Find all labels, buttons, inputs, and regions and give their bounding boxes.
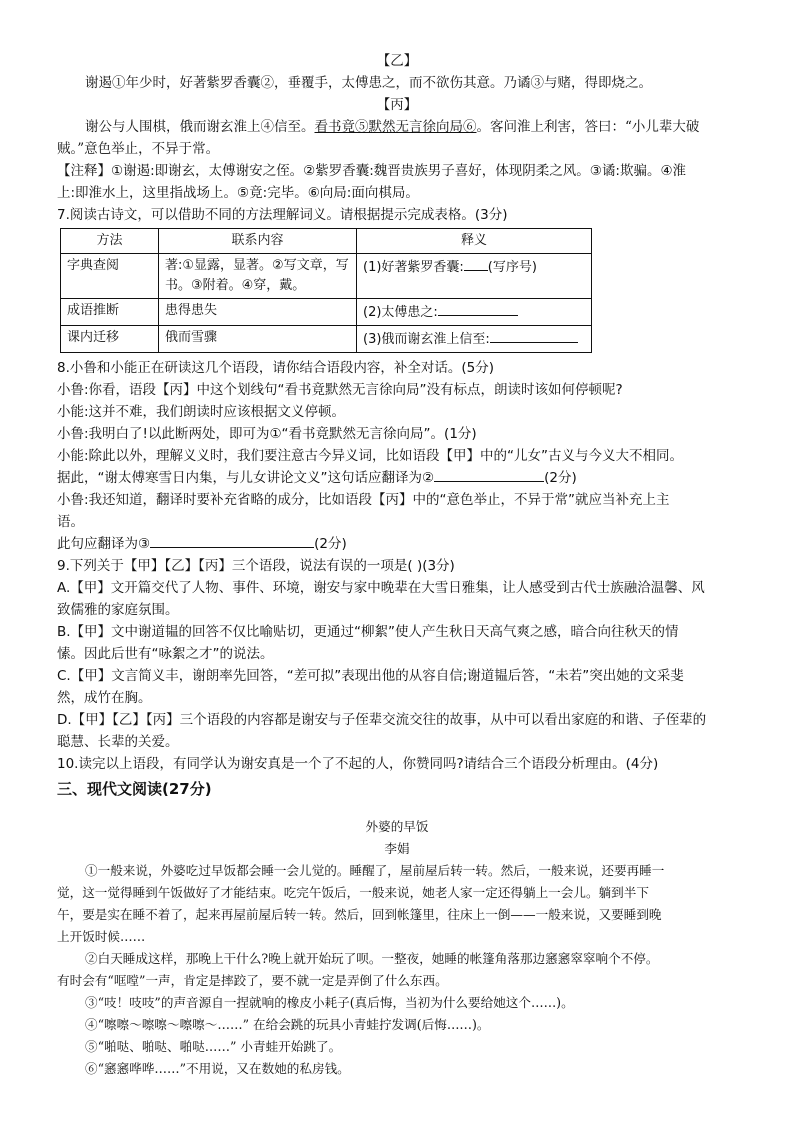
essay-p1-line4: 上开饭时候…… <box>57 929 146 944</box>
answer-blank[interactable] <box>490 328 578 343</box>
q8-dialog-8-text: 此句应翻译为③ <box>57 536 151 552</box>
q8-dialog-2: 小能:这并不难，我们朗读时应该根据文义停顿。 <box>57 404 346 420</box>
essay-p2-line2: 有时会有“哐嘡”一声，肯定是摔跤了，要不就一定是弄倒了什么东西。 <box>57 973 448 988</box>
answer-blank[interactable] <box>438 301 518 316</box>
q9-option-d: D.【甲】【乙】【丙】三个语段的内容都是谢安与子侄辈交流交往的故事，从中可以看出家庭的和谐、子侄辈的 <box>57 712 707 728</box>
header-meaning: 释义 <box>357 229 592 254</box>
yi-text: 谢遏①年少时，好著紫罗香囊②，垂覆手，太傅患之，而不欲伤其意。乃谲③与赌，得即烧之。 <box>85 75 652 91</box>
table-row <box>61 326 592 353</box>
notes-line2: 上:即淮水上，这里指战场上。⑤竟:完毕。⑥向局:面向棋局。 <box>57 185 419 201</box>
q9-option-b-cont: 愫。因此后世有“咏絮之才”的说法。 <box>57 646 274 662</box>
q9-option-c: C.【甲】文言简义丰，谢朗率先回答，“差可拟”表现出他的从容自信;谢道韫后答，“未若”突出她的文采斐 <box>57 668 684 684</box>
q8-dialog-7: 语。 <box>57 514 84 530</box>
yi-heading: 【乙】 <box>376 53 418 69</box>
bing-text-b: 。客问淮上利害，答曰：“小儿辈大破 <box>476 119 700 135</box>
q8-dialog-4: 小能:除此以外，理解义义时，我们要注意古今异义词，比如语段【甲】中的“儿女”古义与今义大不相同。 <box>57 448 684 464</box>
bing-text-a: 谢公与人围棋，俄而谢玄淮上④信至。 <box>85 119 315 135</box>
q8-dialog-5 <box>57 467 737 489</box>
meaning-label: (3)俄而谢玄淮上信至: <box>363 332 490 347</box>
q8-dialog-8-score: (2分) <box>314 536 347 552</box>
cell-meaning <box>357 254 592 299</box>
essay-p5: ⑤“啪哒、啪哒、啪哒……” 小青蛙开始跳了。 <box>85 1039 342 1054</box>
essay-author: 李娟 <box>384 841 410 856</box>
essay <box>57 816 737 1080</box>
q7-prompt: 7.阅读古诗文，可以借助不同的方法理解词义。请根据提示完成表格。(3分) <box>57 207 508 223</box>
cell-content: 俄而雪骤 <box>159 326 357 353</box>
cell-meaning <box>357 299 592 326</box>
cell-method: 字典查阅 <box>61 254 159 299</box>
q10-prompt: 10.读完以上语段，有同学认为谢安真是一个了不起的人，你赞同吗?请结合三个语段分析理由。(4分) <box>57 756 659 772</box>
bing-heading: 【丙】 <box>376 97 418 113</box>
essay-p6: ⑥“窸窸哗哗……”不用说，又在数她的私房钱。 <box>85 1061 350 1076</box>
essay-p2-line1: ②白天睡成这样，那晚上干什么?晚上就开始玩了呗。一整夜，她睡的帐篷角落那边窸窸窣窣响个不停。 <box>85 951 659 966</box>
q7-table <box>60 228 592 353</box>
answer-blank[interactable] <box>434 467 544 482</box>
essay-p1-line3: 午，要是实在睡不着了，起来再屋前屋后转一转。然后，回到帐篷里，往床上一倒——一般来说，又要睡到晚 <box>57 907 662 922</box>
header-content: 联系内容 <box>159 229 357 254</box>
essay-p3: ③“吱！吱吱”的声音源自一捏就响的橡皮小耗子(真后悔，当初为什么要给她这个……)。 <box>85 995 574 1010</box>
q8-dialog-3: 小鲁:我明白了!以此断两处，即可为①“看书竟默然无言徐向局”。(1分) <box>57 426 477 442</box>
q9-option-b: B.【甲】文中谢道韫的回答不仅比喻贴切，更通过“柳絮”使人产生秋日天高气爽之感，暗合向往秋天的情 <box>57 624 679 640</box>
essay-p1-line1: ①一般来说，外婆吃过早饭都会睡一会儿觉的。睡醒了，屋前屋后转一转。然后，一般来说，还要再睡一 <box>85 863 665 878</box>
bing-text-line2: 贼。”意色举止，不异于常。 <box>57 141 220 157</box>
cell-meaning <box>357 326 592 353</box>
answer-blank[interactable] <box>464 256 488 271</box>
q8-prompt: 8.小鲁和小能正在研读这几个语段，请你结合语段内容，补全对话。(5分) <box>57 360 495 376</box>
table-header-row <box>61 229 592 254</box>
q8-dialog-1: 小鲁:你看，语段【丙】中这个划线句“看书竟默然无言徐向局”没有标点，朗读时该如何停顿呢? <box>57 382 623 398</box>
cell-content: 患得患失 <box>159 299 357 326</box>
essay-title: 外婆的早饭 <box>365 819 429 834</box>
essay-p1-line2: 觉，这一觉得睡到午饭做好了才能结束。吃完午饭后，一般来说，她老人家一定还得躺上一会儿。躺到半下 <box>57 885 649 900</box>
meaning-note: (写序号) <box>487 260 537 275</box>
cell-content: 著:①显露，显著。②写文章，写书。③附着。④穿，戴。 <box>159 254 357 299</box>
q8-dialog-5-score: (2分) <box>544 470 577 486</box>
section-title: 三、现代文阅读(27分) <box>57 780 212 798</box>
table-row <box>61 254 592 299</box>
meaning-label: (1)好著紫罗香囊: <box>363 260 464 275</box>
meaning-label: (2)太傅患之: <box>363 305 438 320</box>
notes-line1: 【注释】①谢遏:即谢玄，太傅谢安之侄。②紫罗香囊:魏晋贵族男子喜好，体现阴柔之风。③谲:欺骗。④淮 <box>57 163 687 179</box>
essay-p4: ④“嚓嚓～嚓嚓～嚓嚓～……” 在给会跳的玩具小青蛙拧发调(后悔……)。 <box>85 1017 490 1032</box>
cell-method: 课内迁移 <box>61 326 159 353</box>
document-page <box>57 50 737 1080</box>
header-method: 方法 <box>61 229 159 254</box>
q9-prompt: 9.下列关于【甲】【乙】【丙】三个语段，说法有误的一项是( )(3分) <box>57 558 455 574</box>
q8-dialog-5-text: 据此，“谢太傅寒雪日内集，与儿女讲论文义”这句话应翻译为② <box>57 470 435 486</box>
q8-dialog-8 <box>57 533 737 555</box>
answer-blank[interactable] <box>150 533 314 548</box>
table-row <box>61 299 592 326</box>
q8-dialog-6: 小鲁:我还知道，翻译时要补充省略的成分，比如语段【丙】中的“意色举止，不异于常”就应当补充上主 <box>57 492 670 508</box>
cell-method: 成语推断 <box>61 299 159 326</box>
bing-underlined-sentence: 看书竟⑤默然无言徐向局⑥ <box>314 119 477 135</box>
q9-option-c-cont: 然，成竹在胸。 <box>57 690 152 706</box>
q9-option-a-cont: 致儒雅的家庭氛围。 <box>57 602 179 618</box>
q9-option-a: A.【甲】文开篇交代了人物、事件、环境，谢安与家中晚辈在大雪日雅集，让人感受到古代士族融洽温馨、风 <box>57 580 705 596</box>
bing-text-line1 <box>57 116 737 138</box>
q9-option-d-cont: 聪慧、长辈的关爱。 <box>57 734 179 750</box>
